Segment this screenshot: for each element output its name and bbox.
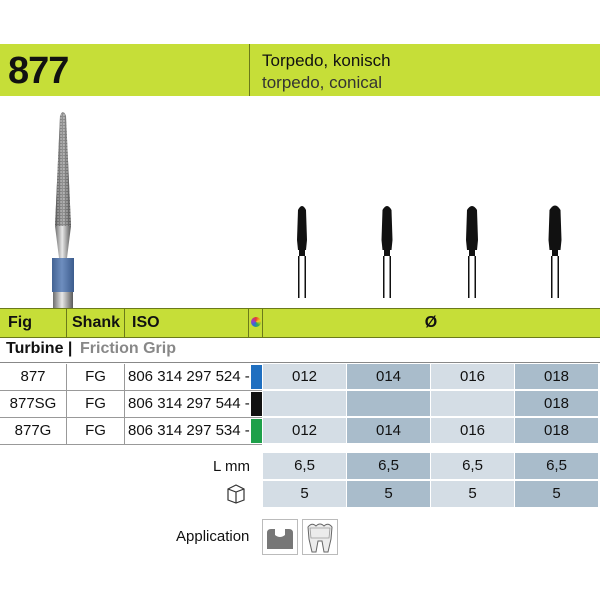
cell-iso: 806 314 297 544 - [128,395,250,412]
row-divider [0,444,262,445]
silhouette-016 [466,206,478,298]
size-cell: 018 [515,391,598,416]
col-iso: ISO [132,314,160,331]
cell-iso: 806 314 297 524 - [128,368,250,385]
length-cell: 6,5 [515,453,598,479]
cell-fig: 877 [20,368,46,385]
size-cell [431,391,514,416]
size-cell: 012 [263,364,346,389]
size-cell: 016 [431,364,514,389]
cell-shank: FG [85,368,106,385]
cell-fig: 877SG [9,395,57,412]
color-code-bar [251,419,262,443]
section-friction-grip: Friction Grip [80,340,176,357]
length-cell: 6,5 [263,453,346,479]
size-cell: 016 [431,418,514,443]
column-header-row [0,308,600,338]
cell-fig: 877G [14,422,52,439]
section-turbine: Turbine | [6,340,73,357]
length-cell: 6,5 [347,453,430,479]
application-label: Application [176,528,250,545]
package-cell: 5 [515,481,598,507]
size-cell: 014 [347,364,430,389]
length-cell: 6,5 [431,453,514,479]
color-code-bar [251,365,262,389]
col-diameter: Ø [424,314,438,331]
box-icon [226,482,246,504]
package-cell: 5 [431,481,514,507]
size-cell: 018 [515,418,598,443]
color-code-bar [251,392,262,416]
cell-iso: 806 314 297 534 - [128,422,250,439]
size-cell: 018 [515,364,598,389]
length-label: L mm [213,458,250,475]
silhouette-018 [549,206,562,299]
tooth-crown-icon [302,519,338,555]
cell-shank: FG [85,395,106,412]
figure-number: 877 [8,50,69,92]
product-name-english: torpedo, conical [262,73,383,92]
col-shank: Shank [72,314,121,331]
column-divider [124,364,125,444]
product-name-german: Torpedo, konisch [262,51,391,70]
silhouette-012 [297,206,307,298]
size-cell [263,391,346,416]
size-cell: 012 [263,418,346,443]
package-cell: 5 [347,481,430,507]
size-cell: 014 [347,418,430,443]
color-code-icon [251,317,261,327]
size-cell [347,391,430,416]
col-fig: Fig [8,314,32,331]
header-divider [249,44,250,96]
size-silhouettes [262,200,600,306]
silhouette-014 [382,206,393,298]
bur-photo [30,108,110,308]
column-divider [66,364,67,444]
package-cell: 5 [263,481,346,507]
cell-shank: FG [85,422,106,439]
crown-prep-icon [262,519,298,555]
